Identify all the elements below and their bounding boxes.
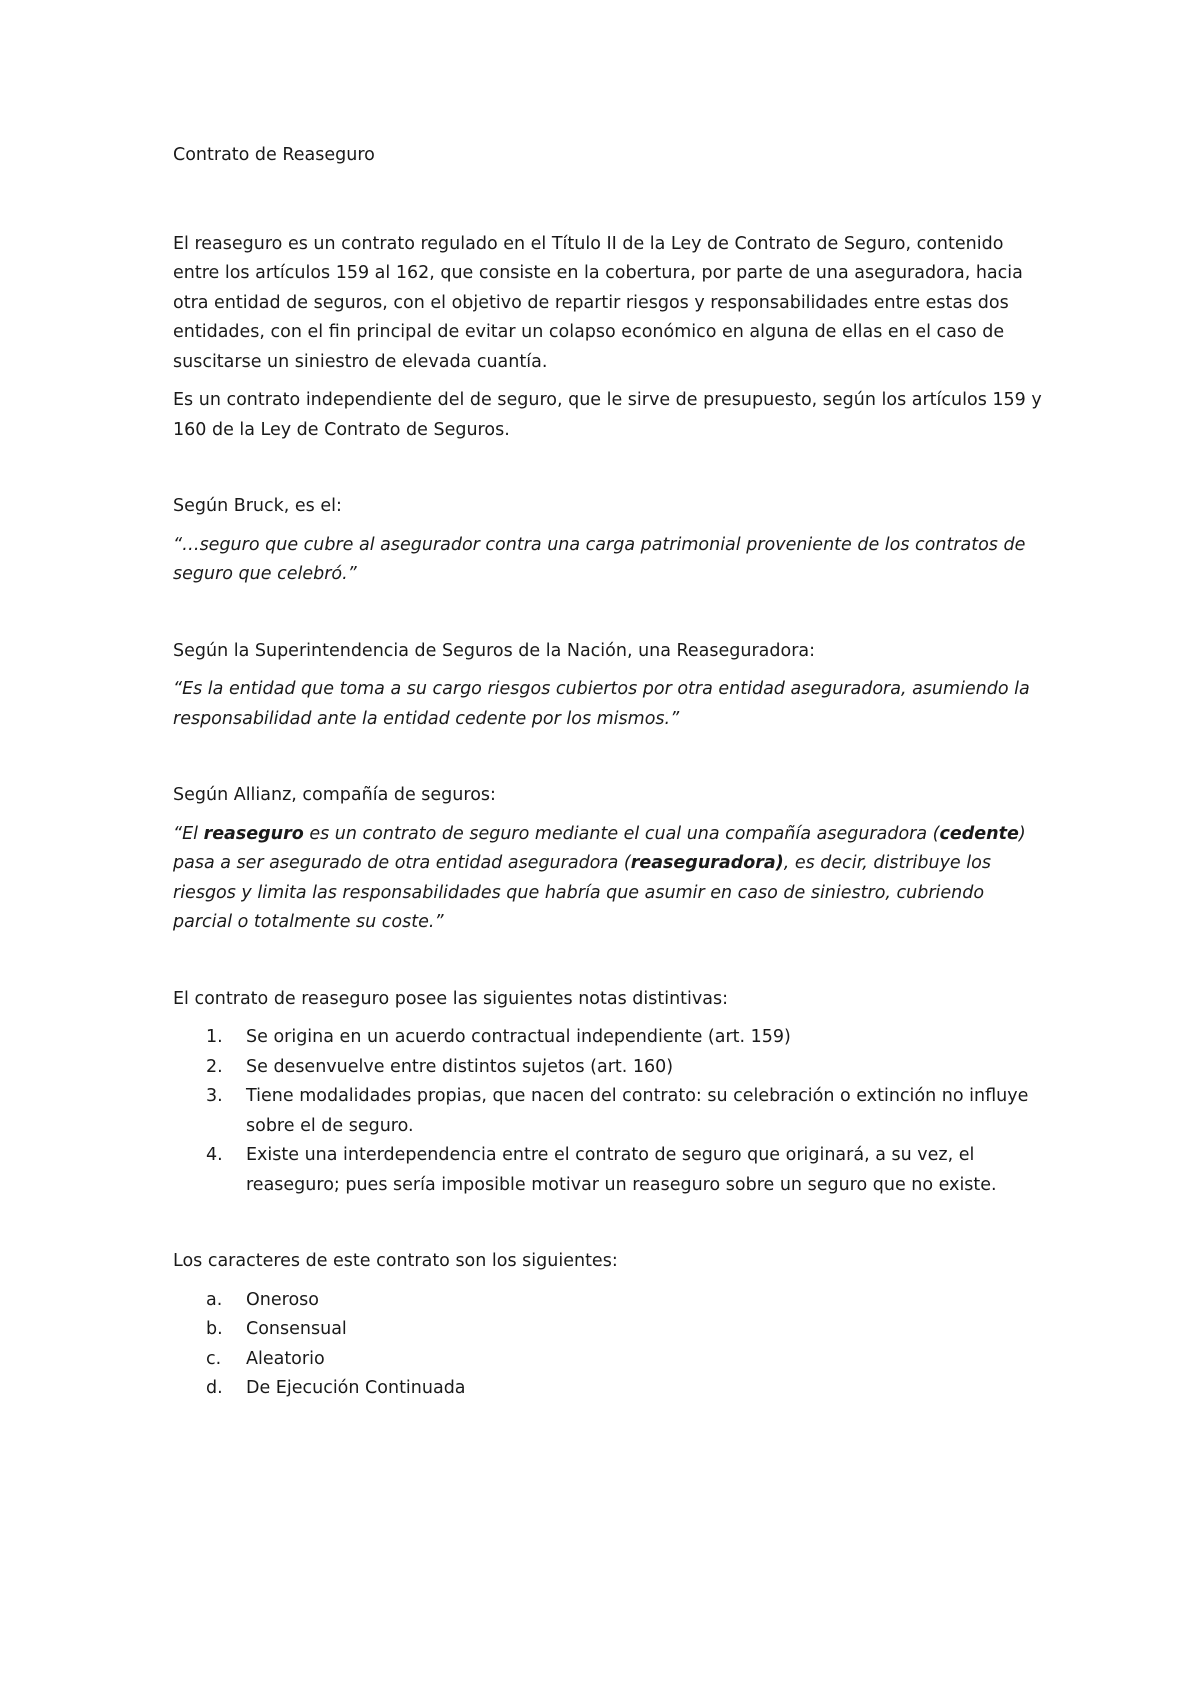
caracteres-heading: Los caracteres de este contrato son los siguientes: [173,1251,618,1271]
list-marker: 2. [206,1056,223,1077]
list-item [173,1286,1043,1316]
list-item-text: Consensual [246,1319,347,1339]
list-item [173,1345,1043,1375]
list-marker: 3. [206,1086,223,1106]
allianz-quote-part: “El [173,823,204,844]
list-item-text: Oneroso [246,1289,319,1310]
list-marker: d. [206,1378,223,1398]
allianz-heading: Según Allianz, compañía de seguros: [173,785,496,805]
allianz-quote-part: es un contrato de seguro mediante el cual una compañía aseguradora ( [303,823,940,844]
bruck-heading: Según Bruck, es el: [173,496,342,516]
list-item-text: Se desenvuelve entre distintos sujetos (art. 160) [246,1056,674,1077]
list-item [173,1315,1043,1345]
notas-list [173,1023,1043,1200]
list-marker: a. [206,1289,223,1310]
second-paragraph: Es un contrato independiente del de seguro, que le sirve de presupuesto, según los artículos 159 y 160 de la Ley de Contrato de Seguros. [173,390,1042,440]
list-marker: 4. [206,1145,223,1165]
allianz-quote-bold-cedente: cedente [939,823,1019,844]
list-item [173,1141,1043,1200]
allianz-quote-part: ) pasa a ser asegurado de otra entidad aseguradora ( [173,823,1026,873]
list-item [173,1023,1043,1053]
intro-paragraph: El reaseguro es un contrato regulado en el Título II de la Ley de Contrato de Seguro, contenido entre los artículos 159 al 162, que consiste en la cobertura, por parte de una aseguradora, hacia otra entidad de seguros, con el objetivo de repartir riesgos y responsabilidades entre estas dos entidades, con el fin principal de evitar un colapso económico en alguna de ellas en el caso de suscitarse un siniestro de elevada cuantía. [173,233,1023,372]
document-page [173,141,1043,1404]
list-item [173,1374,1043,1404]
document-title: Contrato de Reaseguro [173,145,375,165]
list-item-text: Se origina en un acuerdo contractual independiente (art. 159) [246,1027,791,1047]
list-item-text: Existe una interdependencia entre el contrato de seguro que originará, a su vez, el reaseguro; pues sería imposible motivar un reaseguro sobre un seguro que no existe. [246,1145,997,1195]
allianz-quote [173,820,1043,938]
bruck-quote: “…seguro que cubre al asegurador contra una carga patrimonial proveniente de los contratos de seguro que celebró.” [173,534,1026,584]
superintendencia-heading: Según la Superintendencia de Seguros de la Nación, una Reaseguradora: [173,640,816,661]
allianz-quote-bold-reaseguro: reaseguro [203,823,304,844]
list-item-text: De Ejecución Continuada [246,1378,466,1398]
list-marker: 1. [206,1027,223,1047]
notas-heading: El contrato de reaseguro posee las siguientes notas distintivas: [173,988,729,1009]
superintendencia-quote: “Es la entidad que toma a su cargo riesgos cubiertos por otra entidad aseguradora, asumiendo la responsabilidad ante la entidad cedente por los mismos.” [173,679,1030,729]
list-item-text: Tiene modalidades propias, que nacen del contrato: su celebración o extinción no influye sobre el de seguro. [246,1086,1029,1136]
list-item [173,1082,1043,1141]
list-item [173,1053,1043,1083]
allianz-quote-bold-reaseguradora: reaseguradora) [630,853,784,873]
list-item-text: Aleatorio [246,1348,325,1369]
allianz-quote-part: , es decir, distribuye los riesgos y limita las responsabilidades que habría que asumir en caso de siniestro, cubriendo parcial o totalmente su coste.” [173,853,991,932]
list-marker: b. [206,1319,223,1339]
list-marker: c. [206,1348,222,1369]
caracteres-list [173,1286,1043,1404]
